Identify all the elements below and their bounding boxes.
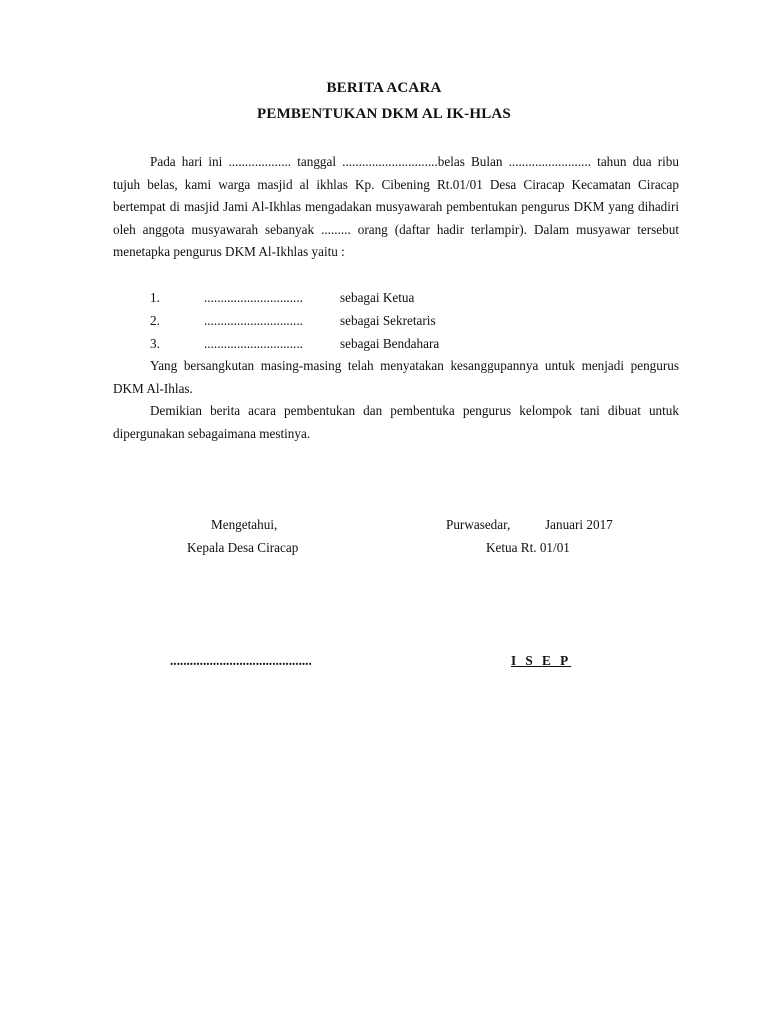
list-item-role: sebagai Sekretaris (340, 313, 436, 328)
document-subtitle: PEMBENTUKAN DKM AL IK-HLAS (257, 106, 511, 122)
acceptance-paragraph: Yang bersangkutan masing-masing telah menyatakan kesanggupannya untuk menjadi pengurus DKM Al-Ihlas. (113, 358, 679, 396)
list-item-number: 1. (150, 290, 160, 305)
list-item-blank: .............................. (204, 336, 303, 351)
list-item-role: sebagai Bendahara (340, 336, 440, 351)
left-signature-heading: Mengetahui, (211, 517, 278, 532)
signature-date: Januari 2017 (545, 517, 613, 532)
list-item (0, 310, 768, 332)
list-item-number: 2. (150, 313, 160, 328)
right-signature-title: Ketua Rt. 01/01 (486, 540, 570, 555)
list-item (0, 287, 768, 309)
list-item-role: sebagai Ketua (340, 290, 415, 305)
document-title: BERITA ACARA (326, 80, 442, 96)
signature-place: Purwasedar, (446, 517, 511, 532)
left-signature-title: Kepala Desa Ciracap (187, 540, 299, 555)
opening-paragraph: Pada hari ini ................... tanggal .............................belas Bulan ......................... tahun dua ribu tujuh belas, kami warga masjid al ikhlas Kp. Cibening Rt.01/01 Desa Ciracap Kecamatan Ciracap bertempat di masjid Jami Al-Ikhlas mengadakan musyawarah pembentukan pengurus DKM yang dihadiri oleh anggota musyawarah sebanyak ......... orang (daftar hadir terlampir). Dalam musyawar tersebut menetapka pengurus DKM Al-Ikhlas yaitu : (113, 154, 679, 260)
list-item-blank: .............................. (204, 313, 303, 328)
left-signature-name-blank: ........................................... (170, 653, 312, 668)
list-item (0, 333, 768, 355)
list-item-blank: .............................. (204, 290, 303, 305)
closing-paragraph: Demikian berita acara pembentukan dan pembentuka pengurus kelompok tani dibuat untuk dipergunakan sebagaimana mestinya. (113, 403, 679, 441)
list-item-number: 3. (150, 336, 160, 351)
right-signature-name: I S E P (511, 653, 572, 668)
